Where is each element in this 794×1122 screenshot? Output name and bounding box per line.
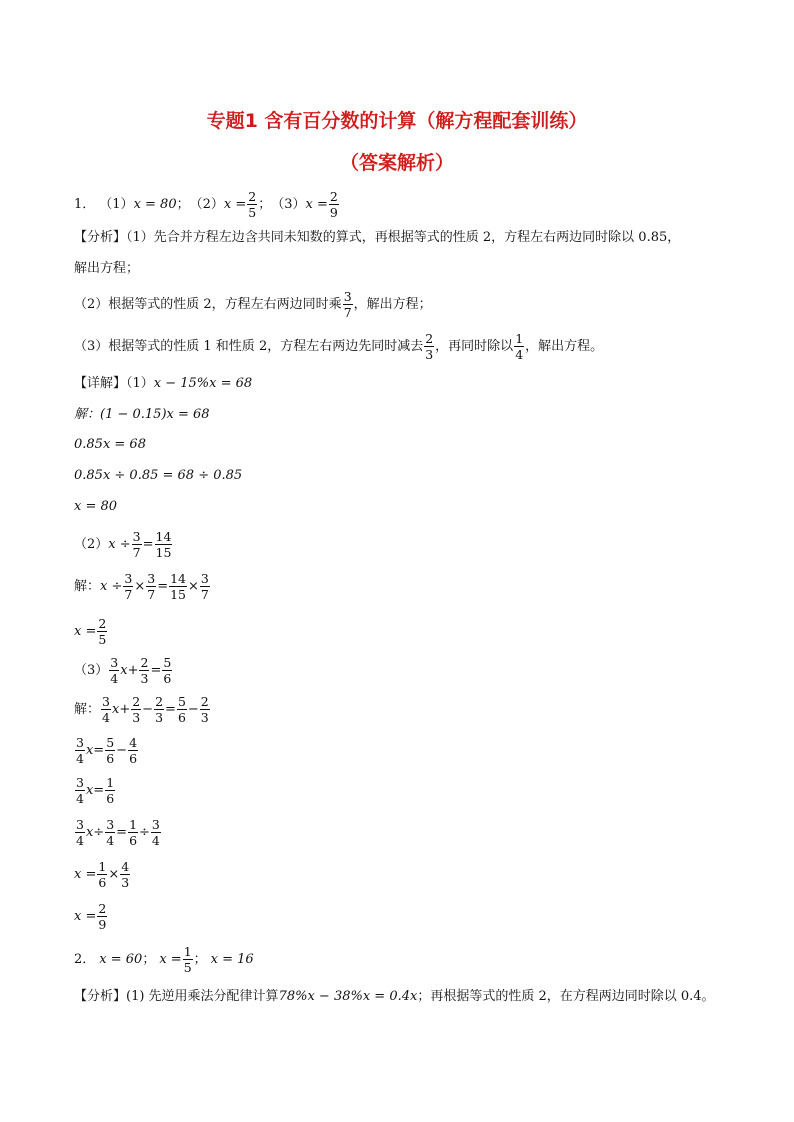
q1-analysis-3 <box>74 332 603 361</box>
solution-line: $\frac{3}{4}$ x = $\frac{1}{6}$ <box>76 775 115 807</box>
fraction: $\frac{1}{4}$ <box>515 331 524 363</box>
page-subtitle: （答案解析） <box>339 152 454 174</box>
q1-answer-line <box>74 190 340 219</box>
answer-3-lhs: x = <box>305 197 328 213</box>
solution-line: 0.85x ÷ 0.85 = 68 ÷ 0.85 <box>74 468 243 483</box>
solution-line: $\frac{3}{4}$ x ÷ $\frac{3}{4}$ = $\frac{1}{6}$ ÷ $\frac{3}{4}$ <box>76 817 160 849</box>
solution-line: x = $\frac{1}{6}$ × $\frac{4}{3}$ <box>74 859 130 891</box>
solve-label: 解： <box>74 702 101 718</box>
solution-line: 解：(1 − 0.15)x = 68 <box>74 407 210 422</box>
solution-line: $\frac{3}{4}$ x = $\frac{5}{6}$ − $\frac{4}{6}$ <box>76 735 138 767</box>
answer-2-fraction: $\frac{2}{5}$ <box>248 189 257 221</box>
q1-number: 1． <box>74 197 96 213</box>
q2-number: 2． <box>74 952 96 968</box>
answer-1: x = 80 <box>133 197 177 213</box>
analysis-text: ；再根据等式的性质 2，在方程两边同时除以 0.4。 <box>417 989 715 1004</box>
analysis-text: （2）根据等式的性质 2，方程左右两边同时乘 <box>74 297 342 313</box>
detail-label: 【详解】（1） <box>74 376 154 391</box>
expression: 78%x − 38%x = 0.4x <box>278 989 418 1004</box>
answer-1: x = 60 <box>99 952 143 968</box>
solution-line: 解： $\frac{3}{4}$ x + $\frac{2}{3}$ − $\frac{2}{3}$ = $\frac{5}{6}$ − $\frac{2}{3}$ <box>74 694 209 726</box>
solution-line: x = $\frac{2}{5}$ <box>74 616 107 648</box>
solution-line: x = $\frac{2}{9}$ <box>74 901 107 933</box>
answer-2-lhs: x = <box>159 952 182 968</box>
analysis-text: ，解出方程； <box>353 297 432 313</box>
solution-line: 解： x ÷ $\frac{3}{7}$ × $\frac{3}{7}$ = $\frac{14}{15}$ × $\frac{3}{7}$ <box>74 571 209 603</box>
solve-label: 解： <box>74 579 101 595</box>
q2-answer-line <box>74 945 254 974</box>
solution-line: 0.85x = 68 <box>74 437 146 452</box>
q1-analysis-1 <box>74 222 724 284</box>
q2-analysis <box>74 990 715 1003</box>
answer-2-lhs: x = <box>223 197 247 213</box>
part-label: （3） <box>271 197 306 213</box>
fraction: $\frac{3}{7}$ <box>343 289 352 321</box>
analysis-text: ，再同时除以 <box>435 339 514 355</box>
fraction: $\frac{2}{3}$ <box>425 331 434 363</box>
q1-analysis-2 <box>74 290 432 319</box>
answer-3: x = 16 <box>210 952 254 968</box>
part-label: （1） <box>99 197 134 213</box>
analysis-text: 【分析】（1）先合并方程左边含共同未知数的算式，再根据等式的性质 2，方程左右两边同时除以 0.85， <box>74 230 681 245</box>
q1-detail-2-equation: （2） x ÷ $\frac{3}{7}$ = $\frac{14}{15}$ <box>74 529 172 561</box>
answer-2-fraction: $\frac{1}{5}$ <box>183 944 192 976</box>
equation: x − 15%x = 68 <box>153 376 253 391</box>
analysis-text: （3）根据等式的性质 1 和性质 2，方程左右两边先同时减去 <box>74 339 424 355</box>
answer-3-fraction: $\frac{2}{9}$ <box>329 189 338 221</box>
q1-detail-1 <box>74 377 252 390</box>
separator: ； <box>258 197 272 213</box>
separator: ； <box>142 952 156 968</box>
analysis-text: ，解出方程。 <box>525 339 604 355</box>
page-title: 专题1 含有百分数的计算（解方程配套训练） <box>206 110 588 132</box>
analysis-text: 解出方程； <box>74 261 140 276</box>
part-label: （2） <box>189 197 224 213</box>
solution-line: x = 80 <box>74 499 118 514</box>
analysis-text: 【分析】(1) 先逆用乘法分配律计算 <box>74 989 279 1004</box>
part-label: （3） <box>74 663 109 679</box>
separator: ； <box>176 197 190 213</box>
separator: ； <box>193 952 207 968</box>
part-label: （2） <box>74 537 109 553</box>
q1-detail-3-equation: （3） $\frac{3}{4}$ x + $\frac{2}{3}$ = $\frac{5}{6}$ <box>74 655 172 687</box>
